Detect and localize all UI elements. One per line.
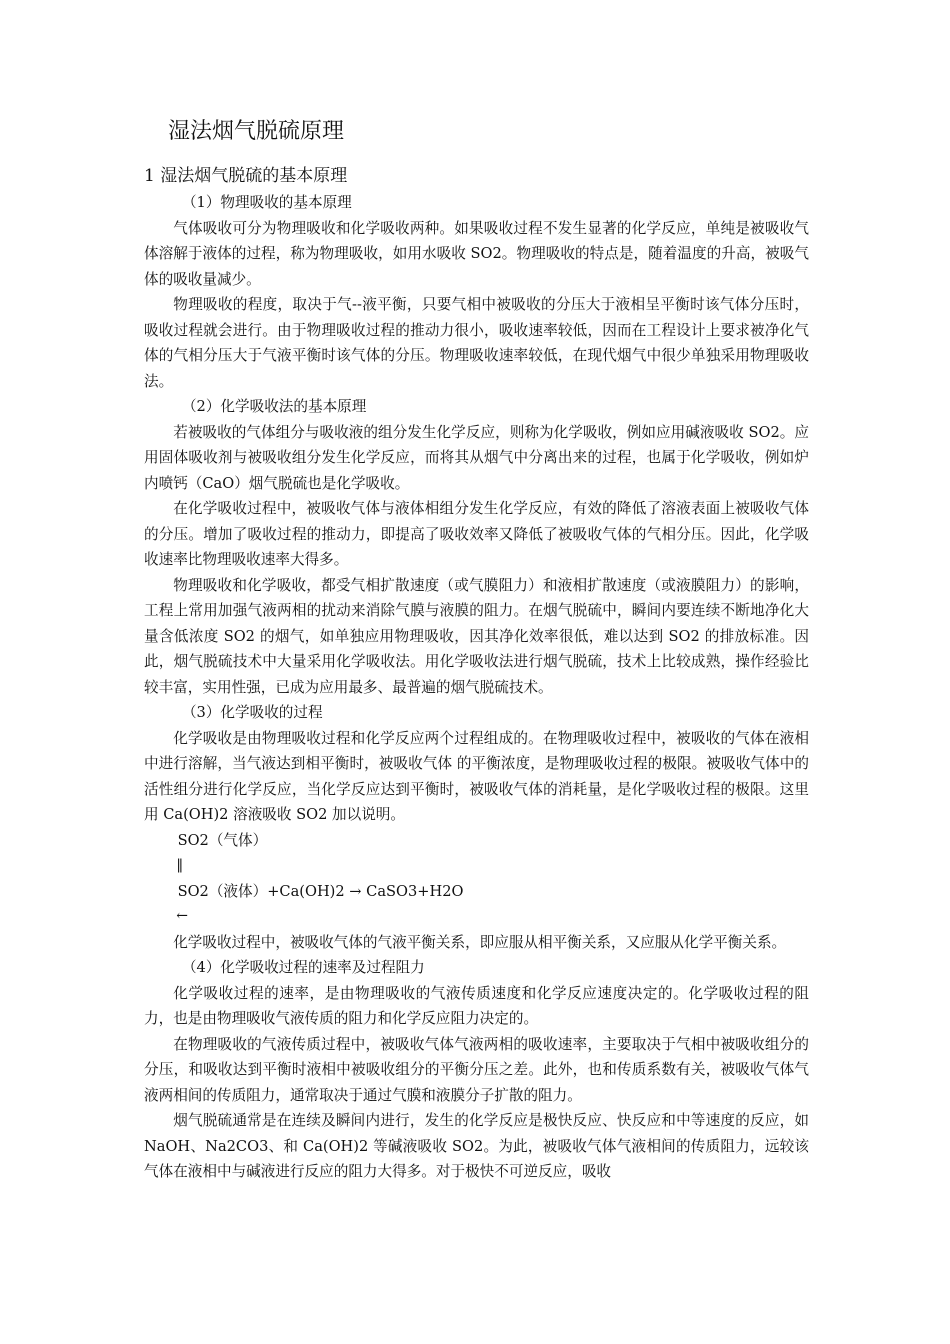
paragraph: 化学吸收过程的速率，是由物理吸收的气液传质速度和化学反应速度决定的。化学吸收过程的阻力，也是由物理吸收气液传质的阻力和化学反应阻力决定的。	[144, 984, 809, 1027]
paragraph: 物理吸收的程度，取决于气--液平衡，只要气相中被吸收的分压大于液相呈平衡时该气体分压时，吸收过程就会进行。由于物理吸收过程的推动力很小，吸收速率较低，因而在工程设计上要求被净化气体的气相分压大于气液平衡时该气体的分压。物理吸收速率较低，在现代烟气中很少单独采用物理吸收法。	[144, 296, 809, 390]
paragraph: 在化学吸收过程中，被吸收气体与液体相组分发生化学反应，有效的降低了溶液表面上被吸收气体的分压。增加了吸收过程的推动力，即提高了吸收效率又降低了被吸收气体的气相分压。因此，化学吸收速率比物理吸收速率大得多。	[144, 500, 809, 568]
formula-line: SO2（液体）+Ca(OH)2 → CaSO3+H2O	[177, 882, 464, 900]
paragraph: 气体吸收可分为物理吸收和化学吸收两种。如果吸收过程不发生显著的化学反应，单纯是被吸收气体溶解于液体的过程，称为物理吸收，如用水吸收 SO2。物理吸收的特点是，随着温度的升高，被吸气体的吸收量减少。	[144, 219, 809, 288]
subheading-chemical-absorption: （2）化学吸收法的基本原理	[181, 398, 367, 415]
paragraph: 若被吸收的气体组分与吸收液的组分发生化学反应，则称为化学吸收，例如应用碱液吸收 SO2。应用固体吸收剂与被吸收组分发生化学反应，而将其从烟气中分离出来的过程，也属于化学吸收，例如炉内喷钙（CaO）烟气脱硫也是化学吸收。	[144, 423, 809, 492]
document-title: 湿法烟气脱硫原理	[168, 119, 345, 144]
subheading-physical-absorption: （1）物理吸收的基本原理	[181, 194, 352, 211]
paragraph: 在物理吸收的气液传质过程中，被吸收气体气液两相的吸收速率，主要取决于气相中被吸收组分的分压，和吸收达到平衡时液相中被吸收组分的平衡分压之差。此外，也和传质系数有关，被吸收气体气液两相间的传质阻力，通常取决于通过气膜和液膜分子扩散的阻力。	[144, 1035, 809, 1104]
subheading-chemical-absorption-process: （3）化学吸收的过程	[181, 704, 323, 721]
paragraph: 烟气脱硫通常是在连续及瞬间内进行，发生的化学反应是极快反应、快反应和中等速度的反应，如 NaOH、Na2CO3、和 Ca(OH)2 等碱液吸收 SO2。为此，被吸收气体气液相间的传质阻力，远较该气体在液相中与碱液进行反应的阻力大得多。对于极快不可逆反应，吸收	[144, 1112, 809, 1180]
paragraph: 化学吸收过程中，被吸收气体的气液平衡关系，即应服从相平衡关系，又应服从化学平衡关系。	[173, 933, 787, 951]
reverse-arrow-symbol: ←	[176, 908, 188, 924]
document-body	[144, 190, 809, 1185]
formula-line: SO2（气体）	[177, 831, 268, 849]
paragraph: 物理吸收和化学吸收，都受气相扩散速度（或气膜阻力）和液相扩散速度（或液膜阻力）的影响，工程上常用加强气液两相的扰动来消除气膜与液膜的阻力。在烟气脱硫中，瞬间内要连续不断地净化大量含低浓度 SO2 的烟气，如单独应用物理吸收，因其净化效率很低，难以达到 SO2 的排放标准。因此，烟气脱硫技术中大量采用化学吸收法。用化学吸收法进行烟气脱硫，技术上比较成熟，操作经验比较丰富，实用性强，已成为应用最多、最普遍的烟气脱硫技术。	[144, 576, 809, 696]
equilibrium-symbol: ‖	[176, 857, 184, 873]
section-heading: 1 湿法烟气脱硫的基本原理	[144, 166, 348, 186]
paragraph: 化学吸收是由物理吸收过程和化学反应两个过程组成的。在物理吸收过程中，被吸收的气体在液相中进行溶解，当气液达到相平衡时，被吸收气体 的平衡浓度，是物理吸收过程的极限。被吸收气体中的活性组分进行化学反应，当化学反应达到平衡时，被吸收气体的消耗量，是化学吸收过程的极限。这里用 Ca(OH)2 溶液吸收 SO2 加以说明。	[144, 729, 809, 823]
subheading-absorption-rate: （4）化学吸收过程的速率及过程阻力	[181, 959, 425, 976]
